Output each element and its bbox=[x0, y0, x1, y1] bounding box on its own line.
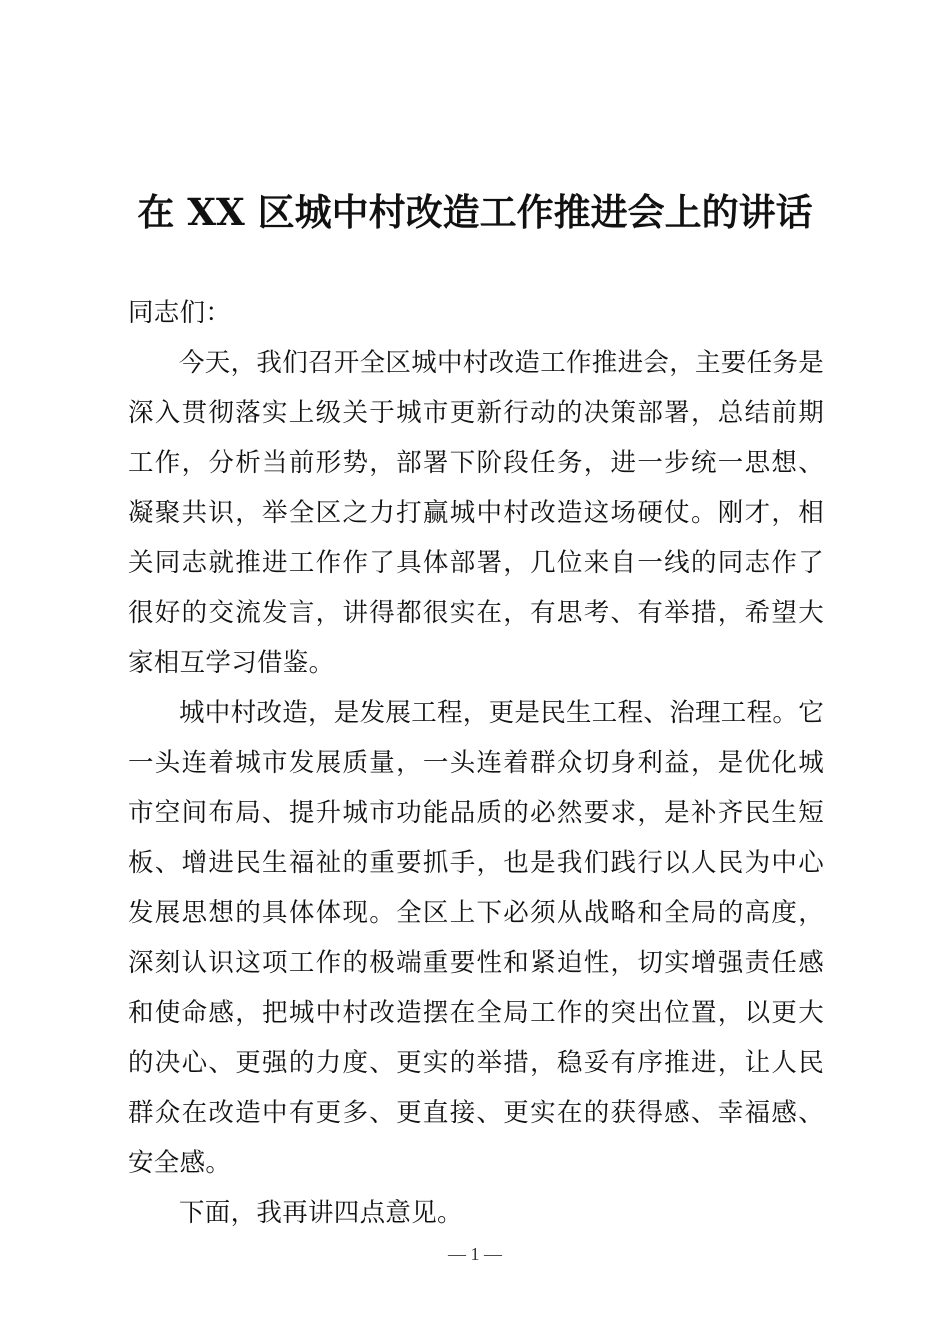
paragraph-2: 城中村改造，是发展工程，更是民生工程、治理工程。它一头连着城市发展质量，一头连着群众切身利益，是优化城市空间布局、提升城市功能品质的必然要求，是补齐民生短板、增进民生福祉的重要抓手，也是我们践行以人民为中心发展思想的具体体现。全区上下必须从战略和全局的高度，深刻认识这项工作的极端重要性和紧迫性，切实增强责任感和使命感，把城中村改造摆在全局工作的突出位置，以更大的决心、更强的力度、更实的举措，稳妥有序推进，让人民群众在改造中有更多、更直接、更实在的获得感、幸福感、安全感。 bbox=[128, 698, 825, 1178]
document-body bbox=[128, 288, 824, 1238]
document-title: 在 XX 区城中村改造工作推进会上的讲话 bbox=[137, 190, 813, 234]
salutation: 同志们： bbox=[128, 298, 232, 328]
page-number: — 1 — bbox=[448, 1244, 502, 1264]
paragraph-3: 下面，我再讲四点意见。 bbox=[179, 1198, 463, 1228]
paragraph-1: 今天，我们召开全区城中村改造工作推进会，主要任务是深入贯彻落实上级关于城市更新行动的决策部署，总结前期工作，分析当前形势，部署下阶段任务，进一步统一思想、凝聚共识，举全区之力打赢城中村改造这场硬仗。刚才，相关同志就推进工作作了具体部署，几位来自一线的同志作了很好的交流发言，讲得都很实在，有思考、有举措，希望大家相互学习借鉴。 bbox=[128, 348, 825, 678]
